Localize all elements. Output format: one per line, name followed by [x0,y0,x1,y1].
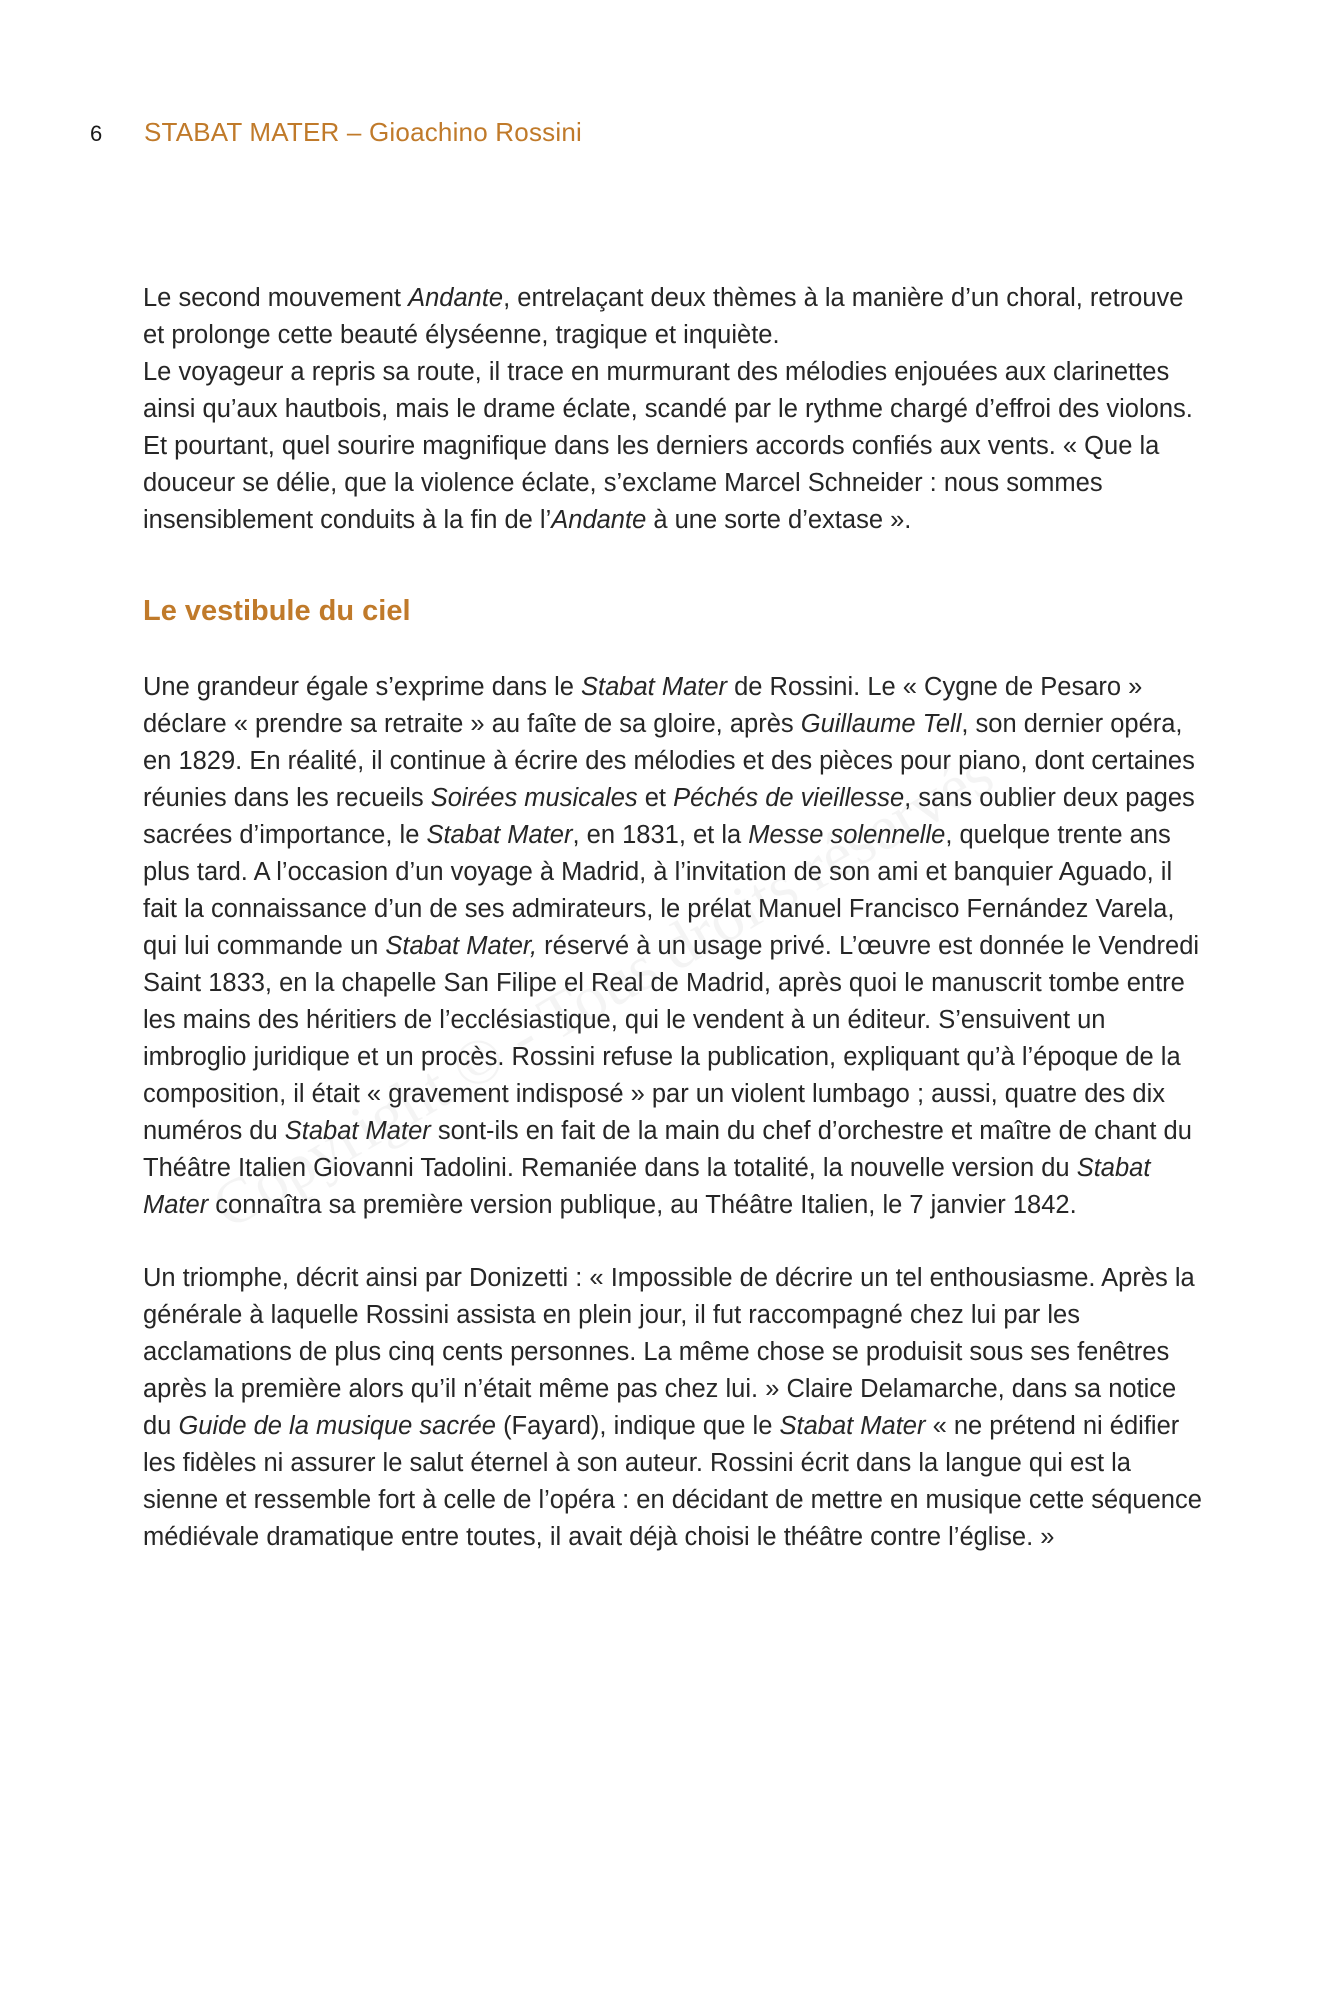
text-run: Le second mouvement [143,284,409,312]
section-heading: Le vestibule du ciel [143,595,411,627]
text-run: de Rossini. Le « Cygne de Pesaro » déclare « prendre sa retraite » au faîte de sa gloire, après [143,673,1143,738]
italic-run: Stabat Mater, [385,932,538,960]
paragraph-voyageur [143,354,1203,539]
text-run: , entrelaçant deux thèmes à la manière d’un choral, retrouve et prolonge cette beauté élyséenne, tragique et inquiète. [143,284,1184,349]
text-run: , sans oublier deux pages sacrées d’importance, le [143,784,1195,849]
paragraph-grandeur [143,669,1203,1224]
italic-run: Stabat Mater [143,1154,1151,1219]
italic-run: Messe solennelle [748,821,946,849]
italic-run: Guillaume Tell [800,710,962,738]
text-run: sont-ils en fait de la main du chef d’orchestre et maître de chant du Théâtre Italien Giovanni Tadolini. Remaniée dans la totalité, la nouvelle version du [143,1117,1192,1182]
italic-run: Guide de la musique sacrée [178,1412,496,1440]
paragraph-andante [143,280,1203,354]
text-run: , son dernier opéra, en 1829. En réalité, il continue à écrire des mélodies et des pièces pour piano, dont certaines réunies dans les recueils [143,710,1195,812]
text-run: Le voyageur a repris sa route, il trace en murmurant des mélodies enjouées aux clarinettes ainsi qu’aux hautbois, mais le drame éclate, scandé par le rythme chargé d’effroi des violons. Et pourtant, quel sourire magnifique dans les derniers accords confiés aux vents. « Que la douceur se délie, que la violence éclate, s’exclame Marcel Schneider : nous sommes insensiblement conduits à la fin de l’ [143,358,1193,534]
italic-run: Stabat Mater [284,1117,431,1145]
italic-run: Andante [551,506,647,534]
text-run: « ne prétend ni édifier les fidèles ni assurer le salut éternel à son auteur. Rossini écrit dans la langue qui est la sienne et ressemble fort à celle de l’opéra : en décidant de mettre en musique cette séquence médiévale dramatique entre toutes, il avait déjà choisi le théâtre contre l’église. » [143,1412,1202,1551]
text-run: (Fayard), indique que le [495,1412,780,1440]
text-run: , en 1831, et la [572,821,749,849]
italic-run: Andante [408,284,504,312]
page-number: 6 [90,121,103,146]
italic-run: Péchés de vieillesse [673,784,905,812]
body-text [143,280,1203,1556]
text-run: à une sorte d’extase ». [646,506,912,534]
text-run: Un triomphe, décrit ainsi par Donizetti : « Impossible de décrire un tel enthousiasme. Après la générale à laquelle Rossini assista en plein jour, il fut raccompagné chez lui par les acclamations de plus cinq cents personnes. La même chose se produisit sous ses fenêtres après la première alors qu’il n’était même pas chez lui. » Claire Delamarche, dans sa notice du [143,1264,1195,1440]
italic-run: Soirées musicales [430,784,638,812]
running-title: STABAT MATER – Gioachino Rossini [144,117,582,147]
text-run: Une grandeur égale s’exprime dans le [143,673,582,701]
paragraph-triomphe [143,1260,1203,1556]
italic-run: Stabat Mater [426,821,573,849]
running-header [90,117,582,149]
text-run: connaîtra sa première version publique, au Théâtre Italien, le 7 janvier 1842. [208,1191,1077,1219]
italic-run: Stabat Mater [581,673,728,701]
italic-run: Stabat Mater [779,1412,926,1440]
text-run: , quelque trente ans plus tard. A l’occasion d’un voyage à Madrid, à l’invitation de son ami et banquier Aguado, il fait la connaissance d’un de ses admirateurs, le prélat Manuel Francisco Fernández Varela, qui lui commande un [143,821,1175,960]
text-run: réservé à un usage privé. L’œuvre est donnée le Vendredi Saint 1833, en la chapelle San Filipe el Real de Madrid, après quoi le manuscrit tombe entre les mains des héritiers de l’ecclésiastique, qui le vendent à un éditeur. S’ensuivent un imbroglio juridique et un procès. Rossini refuse la publication, expliquant qu’à l’époque de la composition, il était « gravement indisposé » par un violent lumbago ; aussi, quatre des dix numéros du [143,932,1200,1145]
text-run: et [637,784,674,812]
